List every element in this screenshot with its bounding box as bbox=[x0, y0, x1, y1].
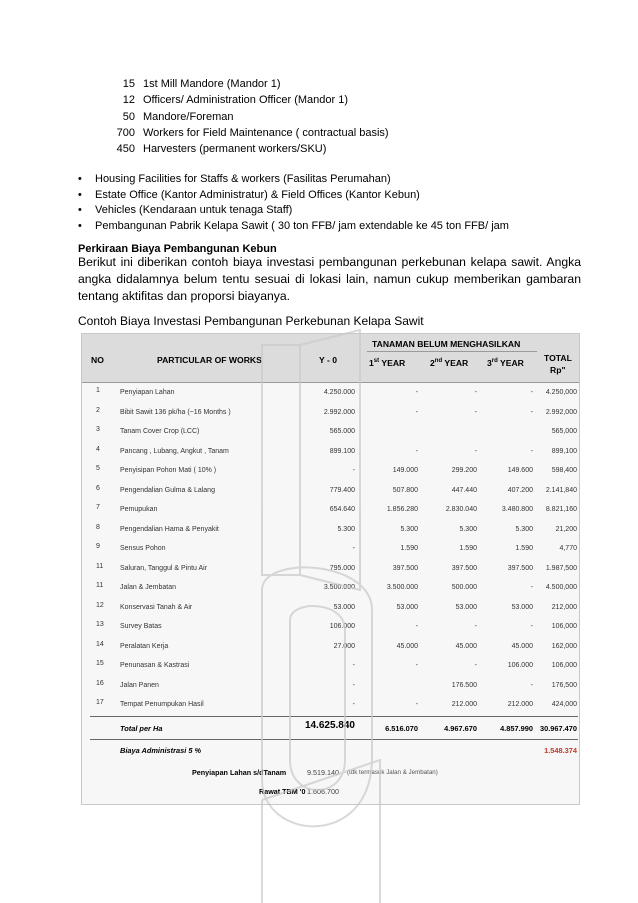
staff-desc: Mandore/Foreman bbox=[143, 110, 234, 123]
row-y3: 106.000 bbox=[507, 662, 533, 669]
row-y3: 3.480.800 bbox=[501, 506, 533, 513]
row-total: 106,000 bbox=[551, 662, 577, 669]
table-row bbox=[82, 425, 579, 445]
row-y3: - bbox=[530, 447, 533, 455]
row-y1: - bbox=[415, 623, 418, 630]
table-row bbox=[82, 523, 579, 543]
row-y2: - bbox=[474, 447, 477, 455]
header-no: NO bbox=[91, 355, 104, 365]
staff-list bbox=[104, 76, 389, 157]
list-item: • Estate Office (Kantor Administratur) & Field Offices (Kantor Kebun) bbox=[78, 188, 509, 204]
row-y0: - bbox=[352, 467, 355, 474]
staff-desc: Workers for Field Maintenance ( contractual basis) bbox=[143, 126, 389, 139]
staff-row bbox=[104, 141, 389, 157]
row-total: 8.821,160 bbox=[545, 506, 577, 513]
table-header bbox=[82, 334, 579, 383]
footer-maintenance-label: Rawat TBM '0 bbox=[259, 787, 306, 796]
admin-label: Biaya Administrasi 5 % bbox=[120, 746, 202, 755]
row-no: 7 bbox=[96, 504, 100, 511]
row-total: 2.992,000 bbox=[545, 408, 577, 416]
row-total: 1.987,500 bbox=[545, 564, 577, 572]
list-item: • Pembangunan Pabrik Kelapa Sawit ( 30 ton FFB/ jam extendable ke 45 ton FFB/ jam bbox=[78, 219, 509, 235]
row-no: 5 bbox=[96, 465, 100, 472]
header-year2-num: 2 bbox=[430, 358, 435, 368]
row-total: 2.141,840 bbox=[545, 486, 577, 494]
row-y2: - bbox=[474, 623, 477, 630]
row-y2: - bbox=[474, 408, 477, 416]
row-total: 424,000 bbox=[551, 701, 577, 708]
table-row bbox=[82, 659, 579, 679]
staff-qty: 700 bbox=[116, 126, 135, 139]
footer-land-prep-note: (tdk termasuk Jalan & Jembatan) bbox=[347, 769, 438, 776]
header-year3-sup: rd bbox=[491, 358, 498, 365]
row-y0: - bbox=[352, 662, 355, 669]
footer-maintenance-value: 1.606.700 bbox=[307, 787, 339, 796]
header-year1-sup: st bbox=[373, 358, 380, 365]
row-total: 212,000 bbox=[551, 603, 577, 611]
header-year3-num: 3 bbox=[487, 358, 492, 368]
table-row bbox=[82, 562, 579, 582]
table-row bbox=[82, 640, 579, 660]
total-y3: 4.857.990 bbox=[500, 724, 533, 733]
total-y0: 14.625.840 bbox=[304, 720, 355, 731]
row-no: 16 bbox=[96, 679, 104, 687]
header-year3-word: YEAR bbox=[500, 358, 524, 368]
row-no: 9 bbox=[96, 543, 100, 550]
row-name: Penunasan & Kastrasi bbox=[120, 662, 190, 669]
total-y2: 4.967.670 bbox=[444, 724, 477, 733]
row-total: 4.250,000 bbox=[545, 389, 577, 396]
row-name: Pemupukan bbox=[120, 506, 158, 513]
row-name: Pengendalian Gulma & Lalang bbox=[120, 486, 215, 494]
row-name: Survey Batas bbox=[120, 623, 162, 630]
row-y1: 149.000 bbox=[392, 467, 418, 474]
admin-total: 1.548.374 bbox=[544, 746, 577, 755]
row-no: 6 bbox=[96, 484, 100, 492]
staff-qty: 50 bbox=[122, 110, 135, 123]
table-row bbox=[82, 679, 579, 699]
row-y0: 2.992.000 bbox=[323, 408, 355, 416]
table-divider bbox=[90, 739, 578, 740]
list-item: • Housing Facilities for Staffs & workers (Fasilitas Perumahan) bbox=[78, 172, 509, 188]
row-y0: - bbox=[352, 545, 355, 552]
staff-qty: 12 bbox=[122, 94, 135, 107]
header-year3 bbox=[487, 358, 524, 368]
row-y2: 212.000 bbox=[451, 701, 477, 708]
row-y0: 27.000 bbox=[333, 642, 355, 650]
row-y0: 53.000 bbox=[333, 603, 355, 611]
row-y3: 212.000 bbox=[507, 701, 533, 708]
table-row bbox=[82, 503, 579, 523]
staff-row bbox=[104, 125, 389, 141]
total-row bbox=[82, 719, 579, 737]
row-y1: 53.000 bbox=[396, 603, 418, 611]
footer-land-prep-value: 9.519.140 bbox=[307, 768, 339, 777]
table-row bbox=[82, 601, 579, 621]
body-paragraph: Berikut ini diberikan contoh biaya investasi pembangunan perkebunan kelapa sawit. Angka angka didalamnya belum tentu sesuai di lokasi lain, namun cukup memberikan gambaran tentang aktifitas dan proporsi biayanya. bbox=[78, 255, 581, 303]
row-name: Pengendalian Hama & Penyakit bbox=[120, 525, 219, 533]
row-y3: - bbox=[530, 408, 533, 416]
row-y1: 3.500.000 bbox=[386, 584, 418, 591]
row-no: 4 bbox=[96, 445, 100, 453]
row-total: 598,400 bbox=[551, 467, 577, 474]
row-total: 4,770 bbox=[559, 545, 577, 552]
table-row bbox=[82, 581, 579, 601]
row-y3: 53.000 bbox=[511, 603, 533, 611]
row-y0: 795.000 bbox=[329, 564, 355, 572]
row-y1: - bbox=[415, 662, 418, 669]
row-total: 162,000 bbox=[551, 642, 577, 650]
row-name: Penyisipan Pohon Mati ( 10% ) bbox=[120, 467, 217, 474]
row-no: 3 bbox=[96, 426, 100, 433]
header-group: TANAMAN BELUM MENGHASILKAN bbox=[372, 339, 521, 349]
row-name: Tanam Cover Crop (LCC) bbox=[120, 428, 200, 435]
row-y0: 106.000 bbox=[329, 623, 355, 630]
row-y0: - bbox=[352, 701, 355, 708]
row-name: Bibit Sawit 136 pk/ha (~16 Months ) bbox=[120, 408, 231, 416]
row-y2: 5.300 bbox=[459, 525, 477, 533]
total-label: Total per Ha bbox=[120, 724, 163, 733]
row-y3: 1.590 bbox=[515, 545, 533, 552]
row-y1: 507.800 bbox=[392, 486, 418, 494]
row-y0: 5.300 bbox=[337, 525, 355, 533]
section-heading: Perkiraan Biaya Pembangunan Kebun bbox=[78, 243, 277, 255]
header-divider bbox=[367, 351, 537, 352]
row-name: Tempat Penumpukan Hasil bbox=[120, 701, 204, 708]
cost-table bbox=[81, 333, 580, 805]
row-name: Saluran, Tanggul & Pintu Air bbox=[120, 564, 208, 572]
row-y1: 5.300 bbox=[400, 525, 418, 533]
header-year1 bbox=[369, 358, 405, 368]
row-y3: 407.200 bbox=[507, 486, 533, 494]
footer-land-prep-label: Penyiapan Lahan s/dTanam bbox=[192, 768, 287, 777]
row-y1: 45.000 bbox=[396, 642, 418, 650]
row-y2: - bbox=[474, 389, 477, 396]
row-y2: 2.830.040 bbox=[445, 506, 477, 513]
row-y2: 53.000 bbox=[455, 603, 477, 611]
header-year2-word: YEAR bbox=[444, 358, 469, 368]
row-y1: 1.590 bbox=[400, 545, 418, 552]
total-total: 30.967.470 bbox=[540, 724, 577, 733]
row-y3: 397.500 bbox=[507, 564, 533, 572]
row-name: Pancang , Lubang, Angkut , Tanam bbox=[120, 447, 229, 455]
row-total: 106,000 bbox=[551, 623, 577, 630]
table-divider bbox=[90, 716, 578, 717]
header-total: TOTAL bbox=[544, 353, 572, 363]
staff-row bbox=[104, 76, 389, 92]
row-name: Sensus Pohon bbox=[120, 545, 166, 552]
header-year2 bbox=[430, 358, 468, 368]
row-name: Konservasi Tanah & Air bbox=[120, 603, 193, 611]
row-y1: 397.500 bbox=[392, 564, 418, 572]
row-total: 899,100 bbox=[551, 447, 577, 455]
row-no: 1 bbox=[96, 387, 100, 394]
row-no: 11 bbox=[96, 562, 104, 570]
row-no: 11 bbox=[96, 582, 104, 589]
row-y2: 397.500 bbox=[451, 564, 477, 572]
header-year1-num: 1 bbox=[369, 358, 374, 368]
row-y3: - bbox=[530, 623, 533, 630]
row-y1: - bbox=[415, 408, 418, 416]
row-y3: - bbox=[530, 681, 533, 689]
header-rp: Rp" bbox=[550, 365, 566, 375]
staff-desc: Harvesters (permanent workers/SKU) bbox=[143, 143, 327, 156]
staff-qty: 450 bbox=[116, 143, 135, 156]
header-particular: PARTICULAR OF WORKS bbox=[157, 355, 262, 365]
table-row bbox=[82, 620, 579, 640]
table-row bbox=[82, 445, 579, 465]
staff-desc: Officers/ Administration Officer (Mandor 1) bbox=[143, 94, 348, 107]
row-y0: 4.250.000 bbox=[323, 389, 355, 396]
row-no: 13 bbox=[96, 621, 104, 628]
row-y0: 565.000 bbox=[329, 428, 355, 435]
row-total: 176,500 bbox=[551, 681, 577, 689]
row-y2: 500.000 bbox=[451, 584, 477, 591]
row-total: 21,200 bbox=[555, 525, 577, 533]
table-caption: Contoh Biaya Investasi Pembangunan Perkebunan Kelapa Sawit bbox=[78, 314, 424, 328]
row-y2: 1.590 bbox=[459, 545, 477, 552]
list-item: • Vehicles (Kendaraan untuk tenaga Staff) bbox=[78, 203, 509, 219]
row-y2: 45.000 bbox=[455, 642, 477, 650]
header-y0: Y - 0 bbox=[319, 355, 337, 365]
row-no: 17 bbox=[96, 699, 104, 706]
row-no: 12 bbox=[96, 601, 104, 609]
row-total: 4.500,000 bbox=[545, 584, 577, 591]
header-year1-word: YEAR bbox=[381, 358, 406, 368]
row-name: Penyiapan Lahan bbox=[120, 389, 175, 396]
row-y3: - bbox=[530, 389, 533, 396]
table-row bbox=[82, 386, 579, 406]
table-row bbox=[82, 484, 579, 504]
row-y0: 3.500.000 bbox=[323, 584, 355, 591]
row-name: Jalan Panen bbox=[120, 681, 159, 689]
row-y1: - bbox=[415, 389, 418, 396]
header-year2-sup: nd bbox=[434, 358, 443, 365]
row-y2: 176.500 bbox=[451, 681, 477, 689]
row-no: 14 bbox=[96, 640, 104, 648]
row-y1: 1.856.280 bbox=[386, 506, 418, 513]
row-y3: 149.600 bbox=[507, 467, 533, 474]
admin-row bbox=[82, 743, 579, 759]
row-y0: 899.100 bbox=[329, 447, 355, 455]
row-y3: 45.000 bbox=[511, 642, 533, 650]
row-y1: - bbox=[415, 701, 418, 708]
row-y2: 299.200 bbox=[451, 467, 477, 474]
staff-row bbox=[104, 92, 389, 108]
staff-qty: 15 bbox=[122, 78, 135, 90]
row-name: Jalan & Jembatan bbox=[120, 584, 177, 591]
row-y1: - bbox=[415, 447, 418, 455]
total-y1: 6.516.070 bbox=[385, 724, 418, 733]
table-row bbox=[82, 464, 579, 484]
table-row bbox=[82, 406, 579, 426]
staff-row bbox=[104, 109, 389, 125]
row-y3: 5.300 bbox=[515, 525, 533, 533]
row-y0: 779.400 bbox=[329, 486, 355, 494]
row-no: 15 bbox=[96, 660, 104, 667]
row-total: 565,000 bbox=[551, 428, 577, 435]
staff-desc: 1st Mill Mandore (Mandor 1) bbox=[143, 78, 281, 90]
table-row bbox=[82, 698, 579, 718]
row-no: 8 bbox=[96, 523, 100, 531]
row-y2: - bbox=[474, 662, 477, 669]
row-y0: 654.640 bbox=[329, 506, 355, 513]
table-row bbox=[82, 542, 579, 562]
row-no: 2 bbox=[96, 406, 100, 414]
row-y0: - bbox=[352, 681, 355, 689]
facilities-list bbox=[78, 172, 509, 234]
row-y2: 447.440 bbox=[451, 486, 477, 494]
row-name: Peralatan Kerja bbox=[120, 642, 169, 650]
row-y3: - bbox=[530, 584, 533, 591]
